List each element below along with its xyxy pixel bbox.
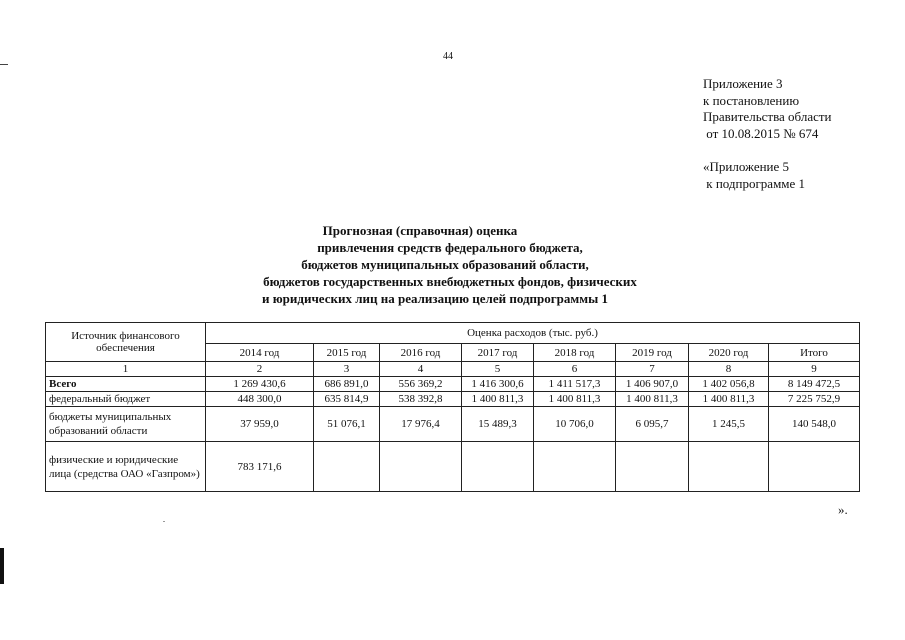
table-cell: 1 245,5 <box>689 407 769 442</box>
table-cell: 635 814,9 <box>314 392 380 407</box>
table-cell: 1 411 517,3 <box>534 377 616 392</box>
table-cell: 1 402 056,8 <box>689 377 769 392</box>
table-cell: 6 095,7 <box>616 407 689 442</box>
title-line: Прогнозная (справочная) оценка <box>322 223 518 238</box>
appendix-header <box>703 76 832 192</box>
table-cell <box>534 442 616 492</box>
column-number: 8 <box>689 362 769 377</box>
row-label: физические и юридические лица (средства ОАО «Газпром») <box>46 442 206 492</box>
column-number: 1 <box>46 362 206 377</box>
table-row <box>46 407 860 442</box>
title-line: привлечения средств федерального бюджета, <box>317 240 583 255</box>
table-cell <box>689 442 769 492</box>
table-cell: 1 400 811,3 <box>534 392 616 407</box>
table-cell: 448 300,0 <box>206 392 314 407</box>
column-number: 5 <box>462 362 534 377</box>
column-number: 7 <box>616 362 689 377</box>
row-label: федеральный бюджет <box>46 392 206 407</box>
table-cell: 1 406 907,0 <box>616 377 689 392</box>
year-header: 2018 год <box>534 344 616 362</box>
table-cell: 783 171,6 <box>206 442 314 492</box>
year-header: 2017 год <box>462 344 534 362</box>
appendix-line: «Приложение 5 <box>703 159 790 174</box>
year-header: 2020 год <box>689 344 769 362</box>
table-cell: 7 225 752,9 <box>769 392 860 407</box>
page-number: 44 <box>443 51 453 62</box>
year-header: 2016 год <box>380 344 462 362</box>
table-cell: 10 706,0 <box>534 407 616 442</box>
table-cell <box>769 442 860 492</box>
year-header: 2014 год <box>206 344 314 362</box>
appendix-line: от 10.08.2015 № 674 <box>703 125 819 141</box>
year-header: 2019 год <box>616 344 689 362</box>
table-cell: 1 400 811,3 <box>616 392 689 407</box>
table-cell: 1 269 430,6 <box>206 377 314 392</box>
table-cell: 1 400 811,3 <box>689 392 769 407</box>
column-number: 9 <box>769 362 860 377</box>
margin-mark <box>0 64 8 65</box>
table-cell: 15 489,3 <box>462 407 534 442</box>
table-cell: 37 959,0 <box>206 407 314 442</box>
table-cell: 1 400 811,3 <box>462 392 534 407</box>
table-cell <box>380 442 462 492</box>
table-cell <box>314 442 380 492</box>
table-cell: 51 076,1 <box>314 407 380 442</box>
financing-table <box>45 322 860 492</box>
document-title <box>200 222 700 307</box>
column-number: 4 <box>380 362 462 377</box>
appendix-line: Приложение 3 <box>703 76 783 91</box>
column-number: 2 <box>206 362 314 377</box>
total-header: Итого <box>769 344 860 362</box>
table-row <box>46 442 860 492</box>
table-row <box>46 377 860 392</box>
table-cell: 8 149 472,5 <box>769 377 860 392</box>
table-cell: 538 392,8 <box>380 392 462 407</box>
appendix-line: Правительства области <box>703 109 832 124</box>
row-label: Всего <box>46 377 206 392</box>
table-cell: 1 416 300,6 <box>462 377 534 392</box>
column-number: 3 <box>314 362 380 377</box>
table-cell: 556 369,2 <box>380 377 462 392</box>
year-header: 2015 год <box>314 344 380 362</box>
closing-quote: ». <box>838 502 848 517</box>
table-cell: 17 976,4 <box>380 407 462 442</box>
source-header: Источник финансового обеспечения <box>46 323 206 362</box>
appendix-line: к подпрограмме 1 <box>703 175 806 191</box>
table-cell <box>616 442 689 492</box>
table-row <box>46 392 860 407</box>
title-line: бюджетов муниципальных образований области, <box>301 257 589 272</box>
column-number: 6 <box>534 362 616 377</box>
title-line: бюджетов государственных внебюджетных фондов, физических <box>263 274 637 289</box>
scan-edge-mark <box>0 548 4 584</box>
table-cell: 140 548,0 <box>769 407 860 442</box>
column-number-row <box>46 362 860 377</box>
row-label: бюджеты муниципальных образований области <box>46 407 206 442</box>
estimate-header: Оценка расходов (тыс. руб.) <box>206 323 860 344</box>
table-cell <box>462 442 534 492</box>
table-cell: 686 891,0 <box>314 377 380 392</box>
appendix-line: к постановлению <box>703 92 800 108</box>
title-line: и юридических лиц на реализацию целей подпрограммы 1 <box>262 291 608 306</box>
scan-speck <box>163 521 165 522</box>
table-header-row <box>46 323 860 344</box>
